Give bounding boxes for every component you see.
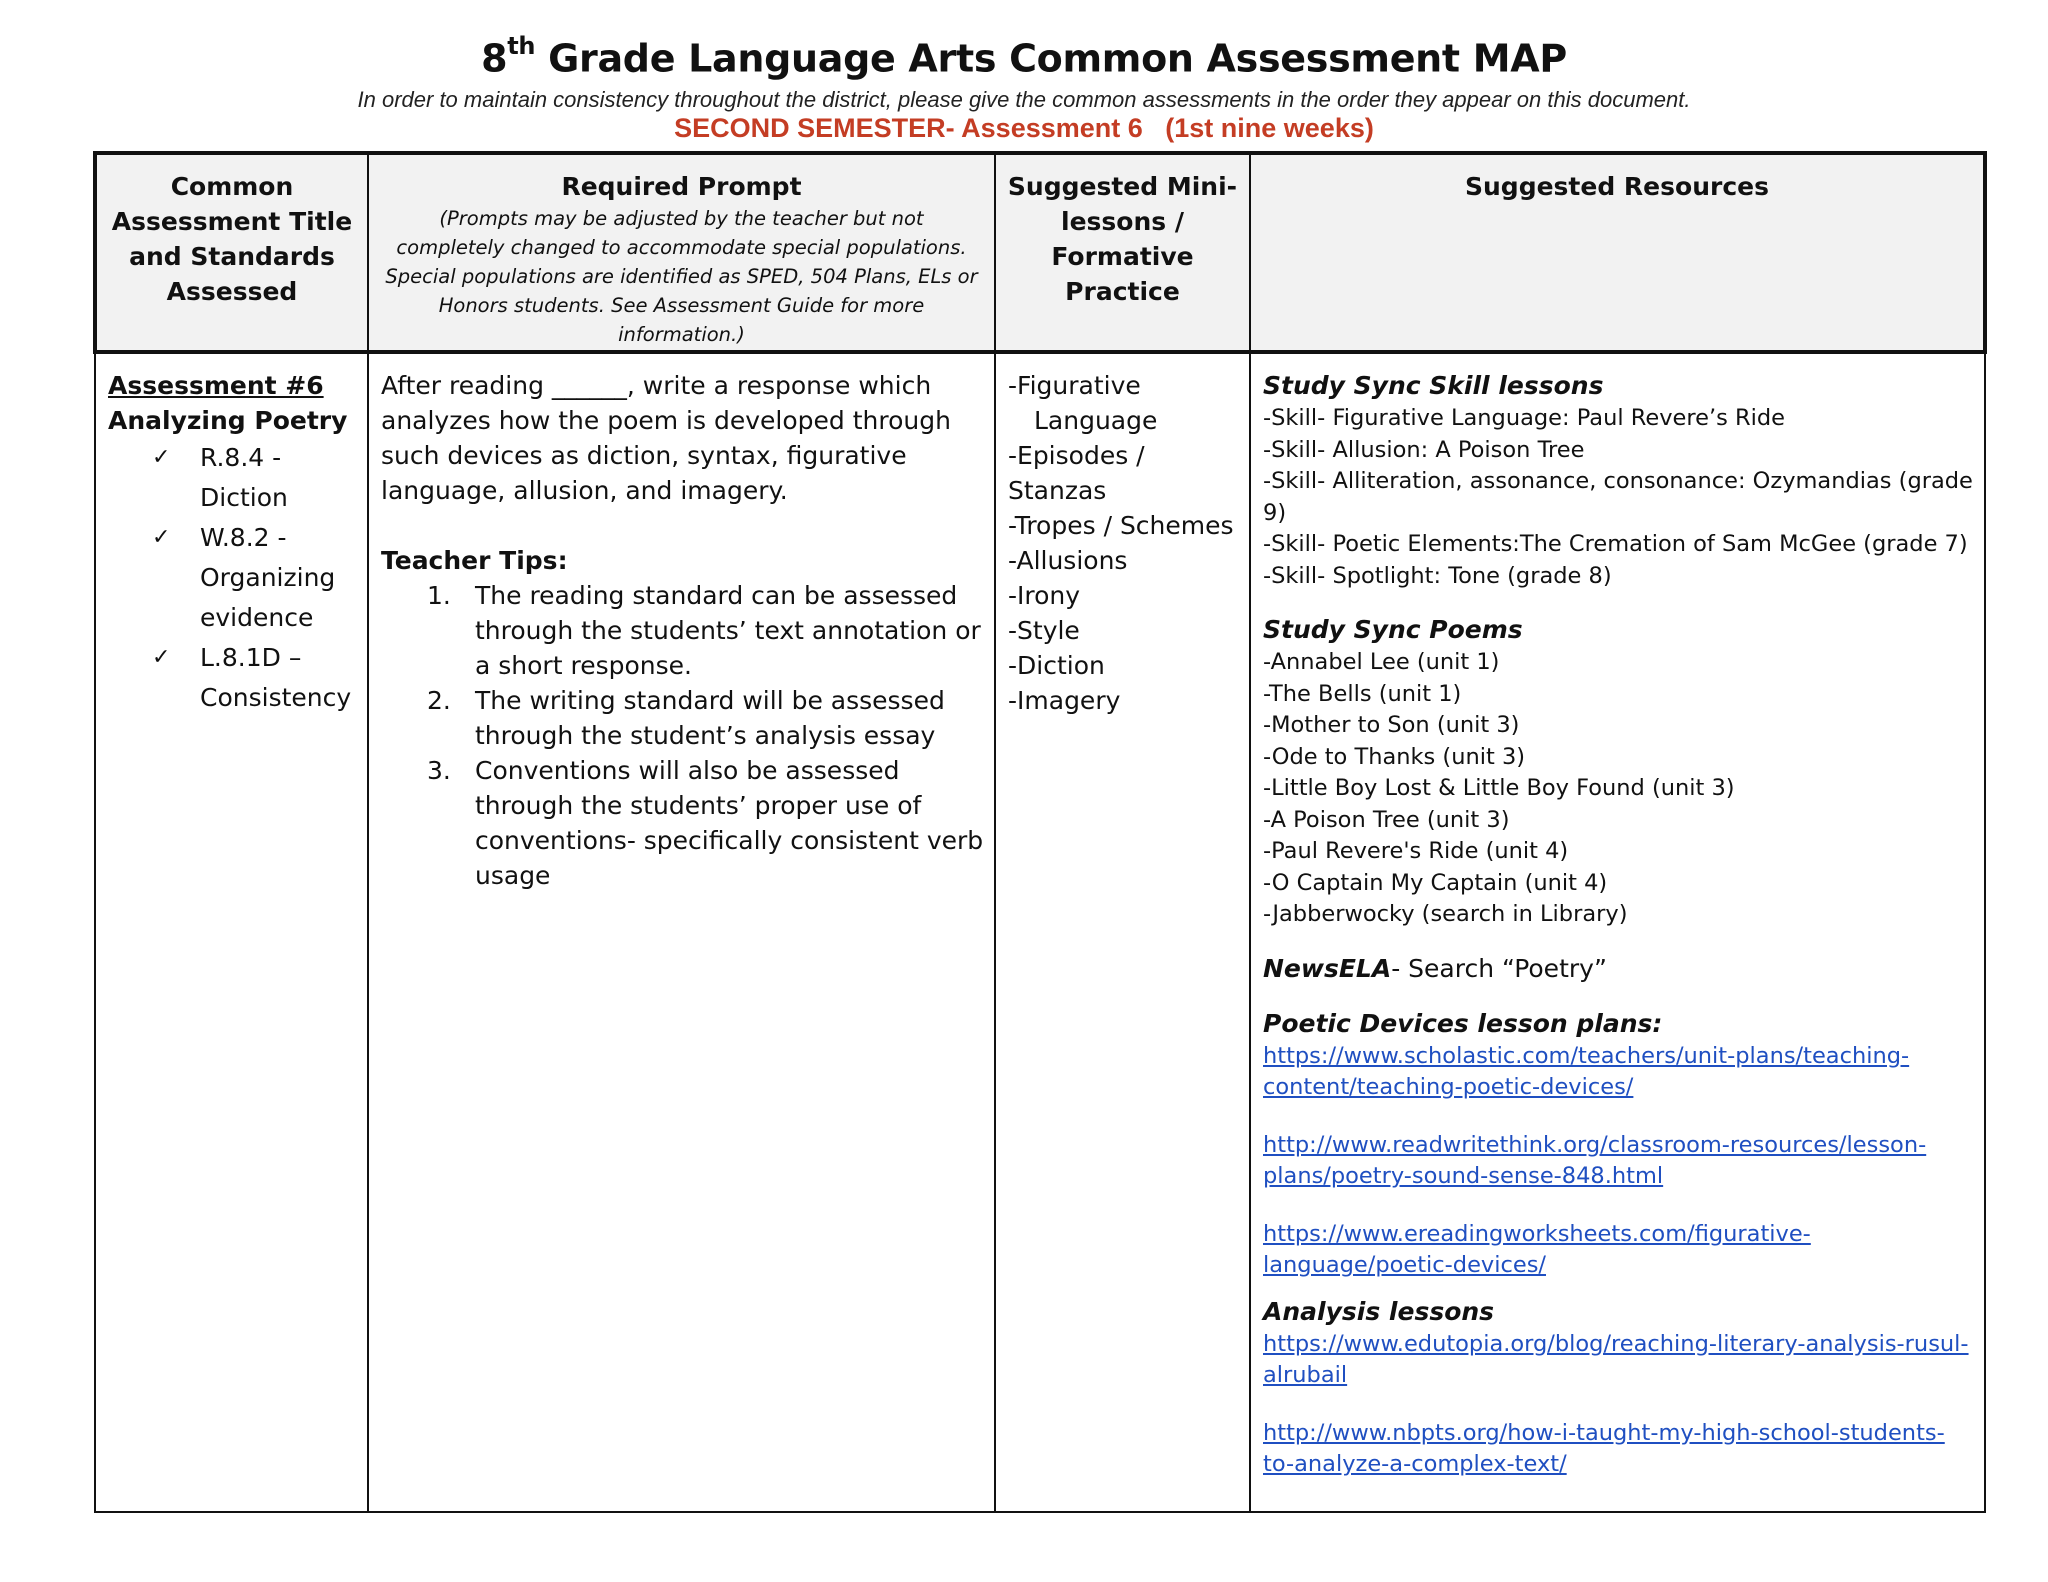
checkmark-icon: ✓ (152, 445, 171, 470)
resource-link[interactable]: http://www.nbpts.org/how-i-taught-my-high-school-students-to-analyze-a-complex-text/ (1263, 1419, 1945, 1477)
checkmark-icon: ✓ (152, 645, 171, 670)
header-required-prompt (368, 153, 995, 352)
checkmark-icon: ✓ (152, 525, 171, 550)
resource-link[interactable]: https://www.scholastic.com/teachers/unit-plans/teaching-content/teaching-poetic-devices/ (1263, 1042, 1910, 1100)
mini-lesson-item: -Tropes / Schemes (1008, 511, 1234, 540)
mini-lesson-item: -Imagery (1008, 686, 1121, 715)
newsela-line (1263, 951, 1974, 986)
standard-item (108, 438, 357, 518)
standard-item (108, 638, 357, 718)
header-resources (1250, 153, 1985, 352)
analysis-lessons-group (1263, 1294, 1974, 1481)
header-col3-label: Suggested Mini-lessons / Formative Practice (1007, 172, 1238, 306)
list-item: -Annabel Lee (unit 1) (1263, 649, 1500, 675)
mini-lesson-item: -Episodes / Stanzas (1008, 441, 1145, 505)
mini-lessons-list (1008, 368, 1239, 718)
analysis-lessons-heading: Analysis lessons (1263, 1296, 1495, 1326)
list-item: -Skill- Allusion: A Poison Tree (1263, 436, 1585, 463)
prompt-cell (368, 352, 995, 1512)
tip-number: 3. (427, 756, 451, 785)
assessment-cell (95, 352, 368, 1512)
resource-link[interactable]: http://www.readwritethink.org/classroom-resources/lesson-plans/poetry-sound-sense-848.html (1263, 1131, 1927, 1189)
standard-text: W.8.2 - Organizing evidence (200, 523, 336, 632)
poetic-devices-heading: Poetic Devices lesson plans: (1263, 1008, 1663, 1038)
newsela-text: - Search “Poetry” (1391, 953, 1607, 983)
title-superscript: th (507, 32, 536, 60)
list-item: -Skill- Poetic Elements:The Cremation of Sam McGee (grade 7) (1263, 531, 1968, 557)
page-title (0, 32, 2048, 81)
mini-lesson-item: -Figurative (1008, 371, 1141, 400)
assessment-name: Analyzing Poetry (108, 406, 348, 435)
poems-group (1263, 612, 1974, 931)
assessment-number: Assessment #6 (108, 371, 324, 400)
mini-lesson-item: -Irony (1008, 581, 1081, 610)
resource-link[interactable]: https://www.edutopia.org/blog/reaching-literary-analysis-rusul-alrubail (1263, 1330, 1969, 1388)
list-item: -Mother to Son (unit 3) (1263, 712, 1520, 738)
standard-text: R.8.4 - Diction (200, 443, 288, 512)
title-grade: 8 (481, 36, 508, 81)
resource-link[interactable]: https://www.ereadingworksheets.com/figurative-language/poetic-devices/ (1263, 1220, 1811, 1278)
table-row (95, 352, 1985, 1512)
poems-heading: Study Sync Poems (1263, 615, 1523, 644)
list-item: -The Bells (unit 1) (1263, 680, 1462, 707)
mini-lesson-item-continued: Language (1034, 406, 1158, 435)
list-item: -Ode to Thanks (unit 3) (1263, 743, 1526, 770)
header-assessment-title (95, 153, 368, 352)
list-item: -O Captain My Captain (unit 4) (1263, 869, 1608, 896)
standards-list (108, 438, 357, 718)
prompt-text: After reading ______, write a response which analyzes how the poem is developed through such devices as diction, syntax, figurative language, allusion, and imagery. (381, 371, 951, 505)
mini-lesson-item: -Diction (1008, 651, 1105, 680)
list-item: -Little Boy Lost & Little Boy Found (unit 3) (1263, 775, 1735, 801)
teacher-tips-list (381, 578, 984, 893)
teacher-tips-heading: Teacher Tips: (381, 546, 568, 575)
list-item: -Paul Revere's Ride (unit 4) (1263, 838, 1569, 864)
tip-text: Conventions will also be assessed through the students’ proper use of conventions- specifically consistent verb usage (475, 756, 984, 890)
poetic-devices-group (1263, 1006, 1974, 1282)
skill-lessons-heading: Study Sync Skill lessons (1263, 371, 1604, 400)
tip-item (381, 683, 984, 753)
list-item: -Skill- Spotlight: Tone (grade 8) (1263, 562, 1612, 589)
tip-item (381, 753, 984, 893)
page-subtitle: In order to maintain consistency throughout the district, please give the common assessments in the order they appear on this document. (357, 87, 1691, 112)
mini-lesson-item: -Style (1008, 616, 1080, 645)
tip-number: 1. (427, 581, 451, 610)
assessment-map-table (93, 151, 1987, 1513)
resources-cell (1250, 352, 1985, 1512)
mini-lessons-cell (995, 352, 1250, 1512)
standard-text: L.8.1D – Consistency (200, 643, 352, 712)
skill-lessons-list (1263, 403, 1974, 592)
header-col1-label: Common Assessment Title and Standards Assessed (111, 172, 353, 306)
header-col2-note: (Prompts may be adjusted by the teacher but not completely changed to accommodate special populations. Special populations are identified as SPED, 504 Plans, ELs or Honors students. See Assessment Guide for more information.) (385, 207, 978, 346)
header-mini-lessons (995, 153, 1250, 352)
standard-item (108, 518, 357, 638)
list-item: -Skill- Figurative Language: Paul Revere’s Ride (1263, 405, 1786, 431)
skill-lessons-group (1263, 368, 1974, 592)
title-text: Grade Language Arts Common Assessment MAP (535, 36, 1567, 81)
list-item: -Skill- Alliteration, assonance, consonance: Ozymandias (grade 9) (1263, 468, 1973, 526)
mini-lesson-item: -Allusions (1008, 546, 1128, 575)
table-header-row (95, 153, 1985, 352)
poems-list (1263, 647, 1974, 931)
tip-item (381, 578, 984, 683)
semester-heading: SECOND SEMESTER- Assessment 6 (1st nine weeks) (674, 113, 1374, 143)
newsela-label: NewsELA (1263, 953, 1392, 983)
tip-text: The writing standard will be assessed through the student’s analysis essay (475, 686, 945, 750)
header-col2-label: Required Prompt (561, 172, 802, 201)
tip-text: The reading standard can be assessed through the students’ text annotation or a short response. (475, 581, 981, 680)
header-col4-label: Suggested Resources (1465, 172, 1769, 201)
tip-number: 2. (427, 686, 451, 715)
list-item: -Jabberwocky (search in Library) (1263, 901, 1628, 927)
list-item: -A Poison Tree (unit 3) (1263, 806, 1510, 833)
